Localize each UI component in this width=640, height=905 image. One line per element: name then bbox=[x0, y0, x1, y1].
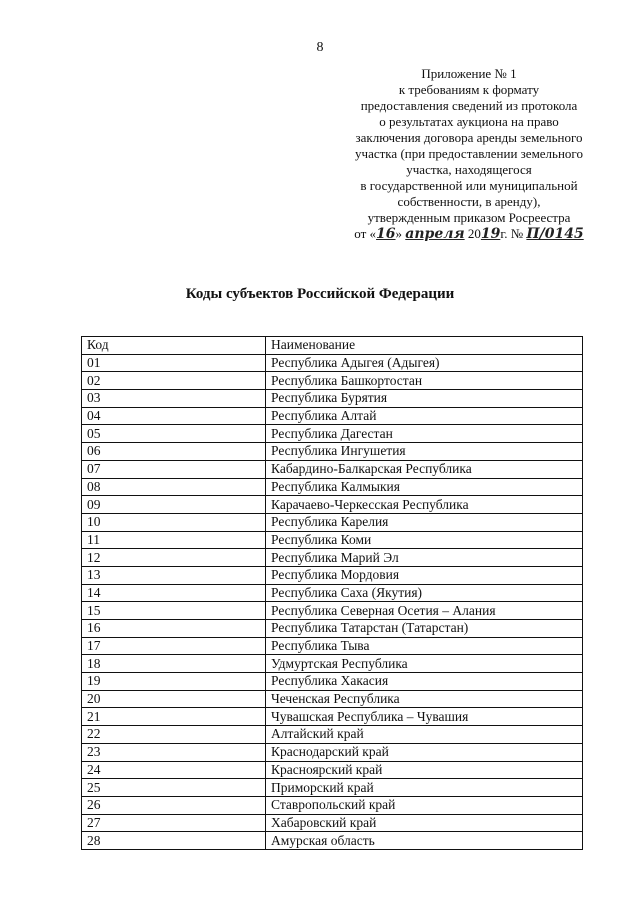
table-header-row bbox=[82, 337, 583, 355]
cell-code: 09 bbox=[82, 496, 266, 514]
cell-code: 13 bbox=[82, 566, 266, 584]
table-row bbox=[82, 443, 583, 461]
cell-name: Республика Башкортостан bbox=[266, 372, 583, 390]
cell-name: Республика Северная Осетия – Алания bbox=[266, 602, 583, 620]
header-name: Наименование bbox=[266, 337, 583, 355]
cell-name: Республика Татарстан (Татарстан) bbox=[266, 620, 583, 638]
cell-code: 21 bbox=[82, 708, 266, 726]
table-row bbox=[82, 478, 583, 496]
appendix-line: собственности, в аренду), bbox=[397, 194, 541, 209]
table-body bbox=[82, 354, 583, 849]
cell-name: Кабардино-Балкарская Республика bbox=[266, 460, 583, 478]
table-row bbox=[82, 549, 583, 567]
cell-code: 08 bbox=[82, 478, 266, 496]
cell-name: Республика Калмыкия bbox=[266, 478, 583, 496]
cell-code: 20 bbox=[82, 690, 266, 708]
appendix-line: Приложение № 1 bbox=[421, 66, 517, 81]
cell-name: Республика Карелия bbox=[266, 513, 583, 531]
cell-name: Республика Саха (Якутия) bbox=[266, 584, 583, 602]
table-row bbox=[82, 407, 583, 425]
cell-name: Республика Мордовия bbox=[266, 566, 583, 584]
cell-code: 23 bbox=[82, 743, 266, 761]
cell-name: Краснодарский край bbox=[266, 743, 583, 761]
cell-name: Республика Ингушетия bbox=[266, 443, 583, 461]
table-row bbox=[82, 779, 583, 797]
cell-name: Республика Тыва bbox=[266, 637, 583, 655]
table-row bbox=[82, 761, 583, 779]
table-row bbox=[82, 354, 583, 372]
appendix-line: о результатах аукциона на право bbox=[379, 114, 559, 129]
cell-code: 04 bbox=[82, 407, 266, 425]
table-row bbox=[82, 726, 583, 744]
cell-code: 16 bbox=[82, 620, 266, 638]
cell-code: 24 bbox=[82, 761, 266, 779]
table-row bbox=[82, 496, 583, 514]
cell-code: 14 bbox=[82, 584, 266, 602]
cell-name: Чувашская Республика – Чувашия bbox=[266, 708, 583, 726]
cell-name: Республика Дагестан bbox=[266, 425, 583, 443]
date-year-end: г. № bbox=[500, 226, 527, 241]
table-row bbox=[82, 637, 583, 655]
handwritten-day: 16 bbox=[376, 226, 396, 242]
handwritten-order-number: П/0145 bbox=[526, 226, 584, 242]
table-row bbox=[82, 602, 583, 620]
date-prefix: от « bbox=[354, 226, 377, 241]
cell-name: Ставропольский край bbox=[266, 796, 583, 814]
table-row bbox=[82, 690, 583, 708]
page-number: 8 bbox=[316, 40, 324, 55]
table-row bbox=[82, 460, 583, 478]
cell-name: Приморский край bbox=[266, 779, 583, 797]
appendix-line: к требованиям к формату bbox=[398, 82, 540, 97]
cell-name: Красноярский край bbox=[266, 761, 583, 779]
table-row bbox=[82, 531, 583, 549]
document-title: Коды субъектов Российской Федерации bbox=[185, 286, 455, 302]
appendix-line: заключения договора аренды земельного bbox=[355, 130, 583, 145]
appendix-line: участка (при предоставлении земельного bbox=[355, 146, 583, 161]
cell-code: 27 bbox=[82, 814, 266, 832]
cell-code: 19 bbox=[82, 673, 266, 691]
cell-name: Республика Алтай bbox=[266, 407, 583, 425]
cell-name: Хабаровский край bbox=[266, 814, 583, 832]
cell-code: 01 bbox=[82, 354, 266, 372]
appendix-line: предоставления сведений из протокола bbox=[360, 98, 578, 113]
table-row bbox=[82, 743, 583, 761]
cell-name: Карачаево-Черкесская Республика bbox=[266, 496, 583, 514]
cell-code: 17 bbox=[82, 637, 266, 655]
table-row bbox=[82, 814, 583, 832]
date-year-prefix: 20 bbox=[464, 226, 481, 241]
table-row bbox=[82, 655, 583, 673]
table-row bbox=[82, 620, 583, 638]
cell-name: Амурская область bbox=[266, 832, 583, 850]
cell-code: 05 bbox=[82, 425, 266, 443]
table-row bbox=[82, 708, 583, 726]
cell-code: 11 bbox=[82, 531, 266, 549]
cell-code: 02 bbox=[82, 372, 266, 390]
table-row bbox=[82, 390, 583, 408]
order-date-line bbox=[338, 226, 600, 242]
handwritten-year: 19 bbox=[480, 226, 501, 242]
cell-code: 26 bbox=[82, 796, 266, 814]
cell-name: Республика Хакасия bbox=[266, 673, 583, 691]
cell-code: 15 bbox=[82, 602, 266, 620]
cell-name: Удмуртская Республика bbox=[266, 655, 583, 673]
cell-name: Республика Адыгея (Адыгея) bbox=[266, 354, 583, 372]
cell-code: 06 bbox=[82, 443, 266, 461]
table-row bbox=[82, 796, 583, 814]
table-row bbox=[82, 832, 583, 850]
header-code: Код bbox=[82, 337, 266, 355]
cell-name: Республика Коми bbox=[266, 531, 583, 549]
cell-name: Республика Марий Эл bbox=[266, 549, 583, 567]
cell-code: 18 bbox=[82, 655, 266, 673]
cell-name: Чеченская Республика bbox=[266, 690, 583, 708]
cell-code: 25 bbox=[82, 779, 266, 797]
cell-code: 12 bbox=[82, 549, 266, 567]
cell-code: 07 bbox=[82, 460, 266, 478]
region-codes-table bbox=[81, 336, 583, 850]
cell-code: 03 bbox=[82, 390, 266, 408]
appendix-line: утвержденным приказом Росреестра bbox=[367, 210, 571, 225]
handwritten-month: апреля bbox=[405, 226, 465, 242]
table-row bbox=[82, 584, 583, 602]
appendix-line: в государственной или муниципальной bbox=[360, 178, 578, 193]
table-row bbox=[82, 425, 583, 443]
table-row bbox=[82, 673, 583, 691]
date-mid: » bbox=[395, 226, 406, 241]
cell-code: 22 bbox=[82, 726, 266, 744]
appendix-block bbox=[338, 66, 600, 242]
cell-code: 10 bbox=[82, 513, 266, 531]
table-row bbox=[82, 513, 583, 531]
table-row bbox=[82, 566, 583, 584]
cell-code: 28 bbox=[82, 832, 266, 850]
cell-name: Республика Бурятия bbox=[266, 390, 583, 408]
table-row bbox=[82, 372, 583, 390]
cell-name: Алтайский край bbox=[266, 726, 583, 744]
appendix-line: участка, находящегося bbox=[406, 162, 532, 177]
